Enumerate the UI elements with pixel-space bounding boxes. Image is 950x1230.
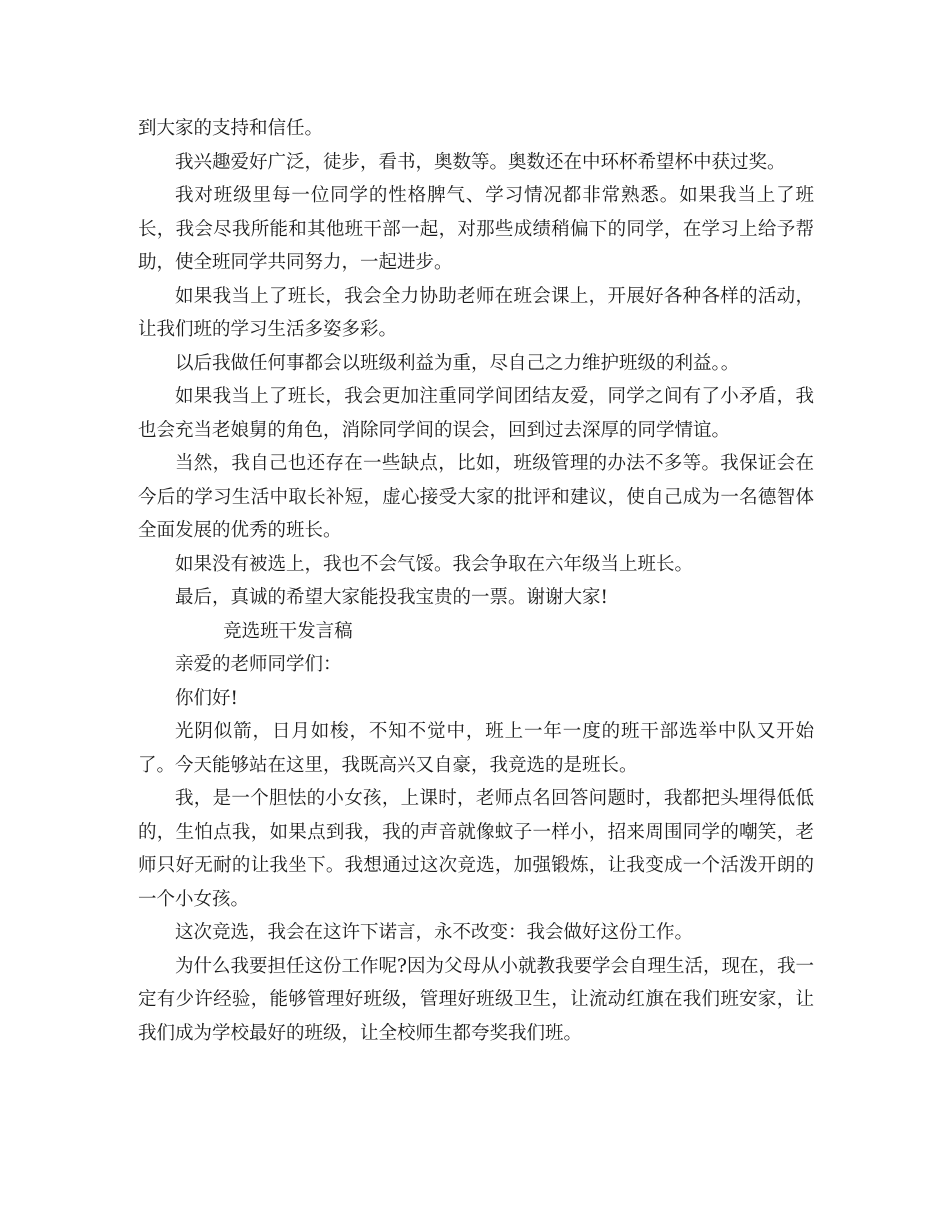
paragraph-closing: 最后，真诚的希望大家能投我宝贵的一票。谢谢大家! [175,587,608,608]
paragraph-shy-girl: 我，是一个胆怯的小女孩，上课时，老师点名回答问题时，我都把头埋得低低的，生怕点我，如果点到我，我的声音就像蚊子一样小，招来周围同学的嘲笑，老师只好无耐的让我坐下。我想通过这次竞选，加强锻炼，让我变成一个活泼开朗的一个小女孩。 [138,788,814,910]
paragraph-classmates: 我对班级里每一位同学的性格脾气、学习情况都非常熟悉。如果我当上了班长，我会尽我所能和其他班干部一起，对那些成绩稍偏下的同学，在学习上给予帮助，使全班同学共同努力，一起进步。 [138,185,814,273]
paragraph-unity: 如果我当上了班长，我会更加注重同学间团结友爱，同学之间有了小矛盾，我也会充当老娘舅的角色，消除同学间的误会，回到过去深厚的同学情谊。 [138,386,814,441]
document-body [138,112,814,1050]
paragraph-salutation: 亲爱的老师同学们： [175,654,342,675]
paragraph-greeting: 你们好! [175,687,238,709]
paragraph-promise: 这次竞选，我会在这许下诺言，永不改变：我会做好这份工作。 [175,922,694,943]
paragraph-not-elected: 如果没有被选上，我也不会气馁。我会争取在六年级当上班长。 [175,553,694,575]
paragraph-reason: 为什么我要担任这份工作呢?因为父母从小就教我要学会自理生活，现在，我一定有少许经验，能够管理好班级，管理好班级卫生，让流动红旗在我们班安家，让我们成为学校最好的班级，让全校师生都夸奖我们班。 [138,955,814,1044]
speech-title: 竞选班干发言稿 [223,620,353,642]
paragraph-class-interest: 以后我做任何事都会以班级利益为重，尽自己之力维护班级的利益。。 [175,352,740,374]
paragraph-shortcomings: 当然，我自己也还存在一些缺点，比如，班级管理的办法不多等。我保证会在今后的学习生活中取长补短，虚心接受大家的批评和建议，使自己成为一名德智体全面发展的优秀的班长。 [138,453,814,541]
paragraph-hobbies: 我兴趣爱好广泛，徒步，看书，奥数等。奥数还在中环杯希望杯中获过奖。 [175,151,786,173]
paragraph-1: 到大家的支持和信任。 [138,118,324,139]
paragraph-opening: 光阴似箭，日月如梭，不知不觉中，班上一年一度的班干部选举中队又开始了。今天能够站在这里，我既高兴又自豪，我竞选的是班长。 [138,721,814,776]
paragraph-activities: 如果我当上了班长，我会全力协助老师在班会课上，开展好各种各样的活动，让我们班的学习生活多姿多彩。 [138,285,814,340]
